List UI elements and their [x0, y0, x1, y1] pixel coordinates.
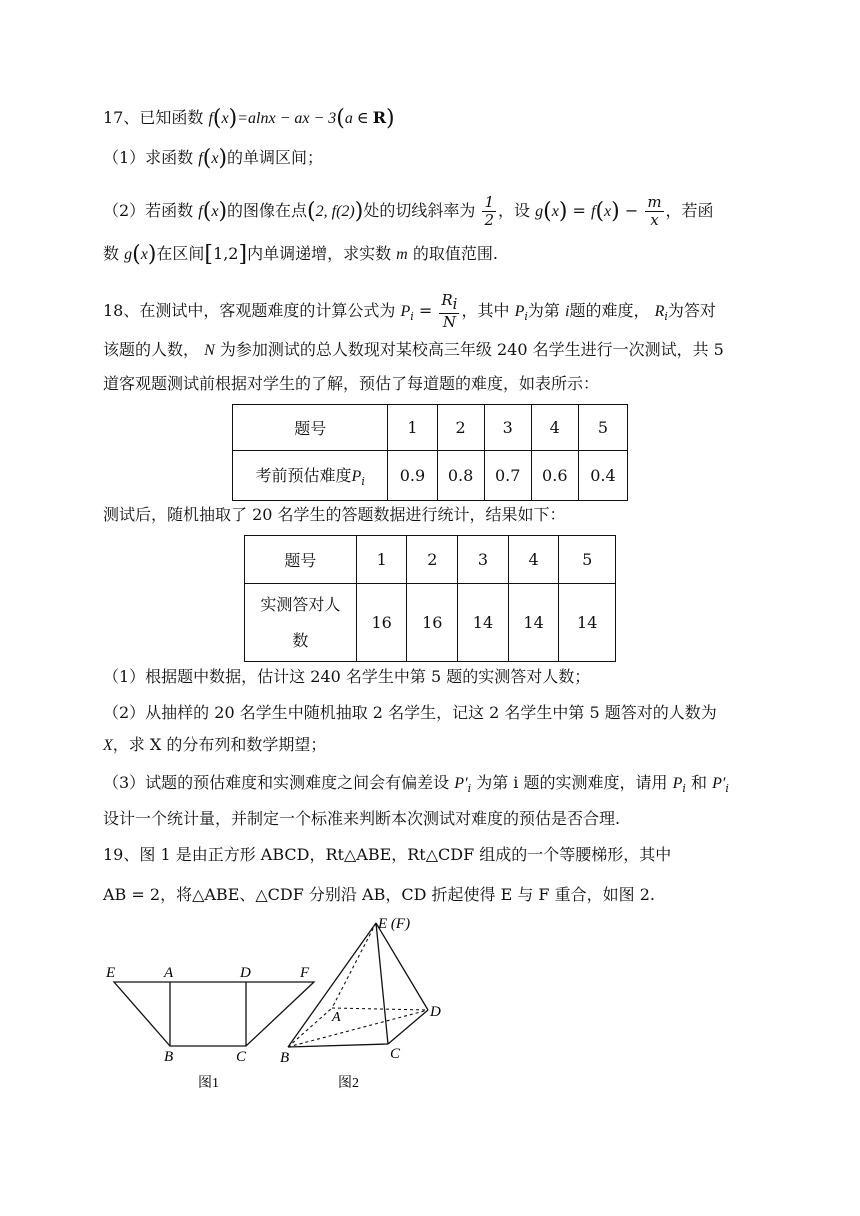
- q18-line1: 18、在测试中，客观题难度的计算公式为 $P_i$ = $\frac{Ri}{N}$ ，其中 $P_i$为第 i题的难度， $R_i$为答对: [103, 291, 716, 331]
- table2-header-cell: 题号: [245, 536, 357, 584]
- table2-header-cell: 2: [407, 536, 458, 584]
- q17-title-text: 17、已知函数: [103, 108, 204, 127]
- q17-p1-f: f: [198, 150, 203, 167]
- q18-line2: [103, 338, 724, 363]
- q17-part2-cont: 数 g(x)在区间[1,2]内单调递增，求实数 m 的取值范围.: [103, 242, 498, 267]
- table2-cell: 14: [508, 584, 559, 662]
- fig2-label-B: B: [280, 1050, 290, 1066]
- q18-sub1: （1）根据题中数据，估计这 240 名学生中第 5 题的实测答对人数；: [103, 667, 591, 686]
- table1-header-cell: 2: [437, 405, 484, 451]
- q18-difficulty-fraction: $\frac{Ri}{N}$: [441, 291, 458, 331]
- q18-sub2-line2: [103, 733, 326, 758]
- q18-s3-mid: 为第 i 题的实测难度，请用: [476, 773, 668, 792]
- table1-header-row: [233, 405, 628, 451]
- table1-cell: 0.7: [484, 451, 531, 501]
- q17-part1: （1）求函数 f(x)的单调区间；: [103, 146, 324, 171]
- q17-half-fraction: $\frac{1}{2}$: [484, 193, 494, 229]
- q17-p1-prefix: （1）求函数: [103, 148, 194, 167]
- measured-correct-table: [244, 535, 616, 662]
- q17-g-f: f: [590, 203, 596, 220]
- q18-line1-mid: ，其中: [461, 301, 510, 320]
- table1-cell: 0.8: [437, 451, 484, 501]
- q18-sub2-line1: （2）从抽样的 20 名学生中随机抽取 2 名学生，记这 2 名学生中第 5 题答对的人数为: [103, 703, 717, 722]
- fig1-label-E: E: [106, 965, 116, 981]
- q17-g-x: x: [551, 203, 559, 220]
- fig2-label-C: C: [390, 1046, 401, 1062]
- table2-cell: 16: [356, 584, 407, 662]
- q17-p3-suffix2: 的取值范围.: [412, 244, 498, 263]
- q18-line2-suffix: 为参加测试的总人数现对某校高三年级 240 名学生进行一次测试，共 5: [219, 340, 724, 359]
- q19-line1: 19、图 1 是由正方形 ABCD，Rt△ABE，Rt△CDF 组成的一个等腰梯形，其中: [103, 845, 672, 864]
- q17-g-fx: x: [604, 203, 612, 220]
- q17-p3-g: g: [124, 246, 133, 263]
- q18-sub3-line2: 设计一个统计量，并制定一个标准来判断本次测试对难度的预估是否合理.: [103, 809, 621, 828]
- q18-line3: 道客观题测试前根据对学生的了解，预估了每道题的难度，如表所示：: [103, 374, 600, 393]
- q18-i4: i: [664, 310, 668, 323]
- table2-header-row: [245, 536, 616, 584]
- q18-s3-prefix: （3）试题的预估难度和实测难度之间会有偏差设: [103, 773, 450, 792]
- q18-i2: i: [524, 310, 528, 323]
- table1-header-cell: 题号: [233, 405, 388, 451]
- table1-row-label: 考前预估难度$P_i$: [233, 451, 388, 501]
- q17-p3-suffix1: 内单调递增，求实数: [247, 244, 392, 263]
- q17-real-set: R: [372, 108, 386, 127]
- q18-s3-P: P: [672, 775, 683, 792]
- table2-header-cell: 4: [508, 536, 559, 584]
- estimated-difficulty-table: [232, 404, 628, 501]
- fig2-label-EF: E (F): [378, 916, 411, 932]
- table1-cell: 0.6: [531, 451, 578, 501]
- q18-line2-prefix: 该题的人数，: [103, 340, 200, 359]
- q18-s3-P-prime: P: [454, 775, 465, 792]
- q17-f: f: [208, 110, 213, 127]
- q17-p2-point: 2, f(2): [315, 203, 355, 220]
- q18-P2: P: [514, 303, 525, 320]
- q17-p2-suffix: ，若函: [665, 201, 714, 220]
- table2-cell: 14: [559, 584, 616, 662]
- table1-header-cell: 5: [578, 405, 627, 451]
- q17-p2-f: f: [198, 203, 203, 220]
- q18-line1-mid3: 题的难度，: [569, 301, 650, 320]
- q17-x: x: [221, 110, 229, 127]
- fig1-label-D: D: [240, 965, 251, 981]
- q18-R: R: [654, 303, 665, 320]
- q17-part2: （2）若函数 f(x)的图像在点(2, f(2))处的切线斜率为 $\frac{1}{2}$ ，设 g(x) = f(x) − $\frac{m}{x}$ ，若函: [103, 193, 714, 229]
- q17-p2-mid2: 处的切线斜率为: [363, 201, 476, 220]
- fig1-label-C: C: [236, 1049, 247, 1065]
- q18-sub3-line1: （3）试题的预估难度和实测难度之间会有偏差设 $P'_i$ 为第 i 题的实测难度，请用 $P_i$ 和 $P'_i$: [103, 773, 729, 795]
- q18-line1-prefix: 18、在测试中，客观题难度的计算公式为: [103, 301, 396, 320]
- q18-i3: i: [565, 303, 570, 320]
- q18-s2-line2-text: ，求 X 的分布列和数学期望；: [112, 735, 327, 754]
- q18-s3-and: 和: [690, 773, 707, 792]
- q17-p1-suffix: 的单调区间；: [227, 148, 324, 167]
- q17-p3-mid1: 在区间: [156, 244, 205, 263]
- fig1-label-B: B: [164, 1049, 174, 1065]
- q19-line2: AB = 2，将△ABE、△CDF 分别沿 AB，CD 折起使得 E 与 F 重合，如图 2.: [103, 885, 655, 904]
- fig1-label-F: F: [300, 965, 310, 981]
- table2-cell: 16: [407, 584, 458, 662]
- q17-title: 17、已知函数 f(x)=alnx − ax − 3(a ∈ R): [103, 106, 395, 131]
- fig2-caption: 图2: [338, 1076, 359, 1090]
- table2-cell: 14: [458, 584, 509, 662]
- q17-p3-x: x: [140, 246, 148, 263]
- table1-header-cell: 4: [531, 405, 578, 451]
- q17-p2-prefix: （2）若函数: [103, 201, 194, 220]
- q17-p3-prefix: 数: [103, 244, 120, 263]
- table2-header-cell: 1: [356, 536, 407, 584]
- q18-line1-mid2: 为第: [527, 301, 560, 320]
- q17-p2-mid1: 的图像在点: [227, 201, 308, 220]
- figure-2-pyramid: [280, 910, 450, 1090]
- fig1-caption: 图1: [198, 1076, 219, 1091]
- table2-header-cell: 3: [458, 536, 509, 584]
- q17-p3-m: m: [396, 246, 408, 263]
- table2-row-label: 实测答对人 数: [245, 584, 357, 662]
- q18-i: i: [410, 310, 414, 323]
- fig2-label-D: D: [430, 1004, 441, 1020]
- q18-X: X: [103, 737, 113, 754]
- q18-s3-P-prime2: P: [712, 775, 722, 792]
- q18-line1-suffix: 为答对: [667, 301, 716, 320]
- table2-header-cell: 5: [559, 536, 616, 584]
- fig2-label-A: A: [332, 1010, 341, 1025]
- q18-P: P: [400, 303, 411, 320]
- q18-after-table1: 测试后，随机抽取了 20 名学生的答题数据进行统计，结果如下：: [103, 505, 566, 524]
- fig1-label-A: A: [164, 965, 174, 981]
- table1-cell: 0.4: [578, 451, 627, 501]
- q17-g: g: [535, 203, 544, 220]
- q17-p1-x: x: [211, 150, 219, 167]
- q17-p2-mid3: ，设: [498, 201, 531, 220]
- table2-data-row: [245, 584, 616, 662]
- q18-N: N: [204, 342, 215, 359]
- table1-data-row: [233, 451, 628, 501]
- q17-p2-x: x: [211, 203, 219, 220]
- table1-cell: 0.9: [388, 451, 437, 501]
- q17-formula: =alnx − ax − 3: [237, 110, 337, 127]
- table1-header-cell: 3: [484, 405, 531, 451]
- table1-header-cell: 1: [388, 405, 437, 451]
- q17-m-over-x: $\frac{m}{x}$: [647, 193, 662, 229]
- q17-cond: a ∈: [344, 110, 373, 127]
- q17-interval: 1,2: [213, 244, 239, 263]
